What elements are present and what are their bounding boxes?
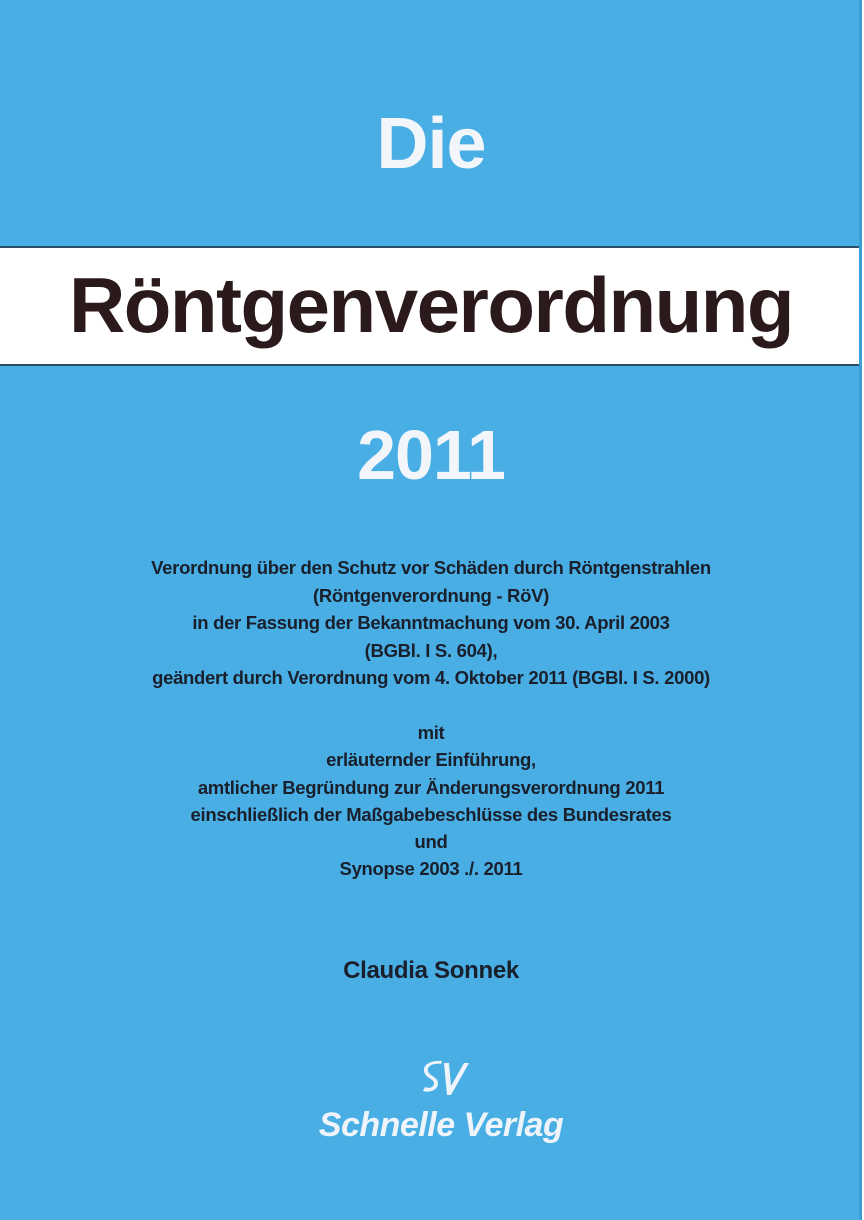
description-line: in der Fassung der Bekanntmachung vom 30. April 2003 [192, 612, 670, 633]
contents-line: Synopse 2003 ./. 2011 [339, 858, 523, 880]
title-year: 2011 [357, 416, 505, 494]
description-line: (Röntgenverordnung - RöV) [312, 584, 550, 606]
description-line: Verordnung über den Schutz vor Schäden durch Röntgenstrahlen [151, 557, 711, 578]
contents-line: mit [417, 722, 445, 743]
contents-line: amtlicher Begründung zur Änderungsverordnung 2011 [197, 776, 665, 798]
title-band [0, 246, 862, 366]
author-name: Claudia Sonnek [343, 957, 519, 984]
contents-line: einschließlich der Maßgabebeschlüsse des Bundesrates [190, 803, 672, 825]
title-main: Röntgenverordnung [68, 261, 794, 349]
contents-line: und [414, 831, 448, 853]
description-block [0, 554, 862, 692]
contents-line: erläuternder Einführung, [326, 749, 536, 771]
publisher-name: Schnelle Verlag [318, 1106, 564, 1144]
title-die: Die [376, 104, 486, 184]
description-line: geändert durch Verordnung vom 4. Oktober 2011 (BGBl. I S. 2000) [152, 667, 710, 688]
contents-block [0, 719, 862, 883]
description-line: (BGBl. I S. 604), [364, 639, 498, 661]
publisher-logo-icon [422, 1060, 470, 1098]
